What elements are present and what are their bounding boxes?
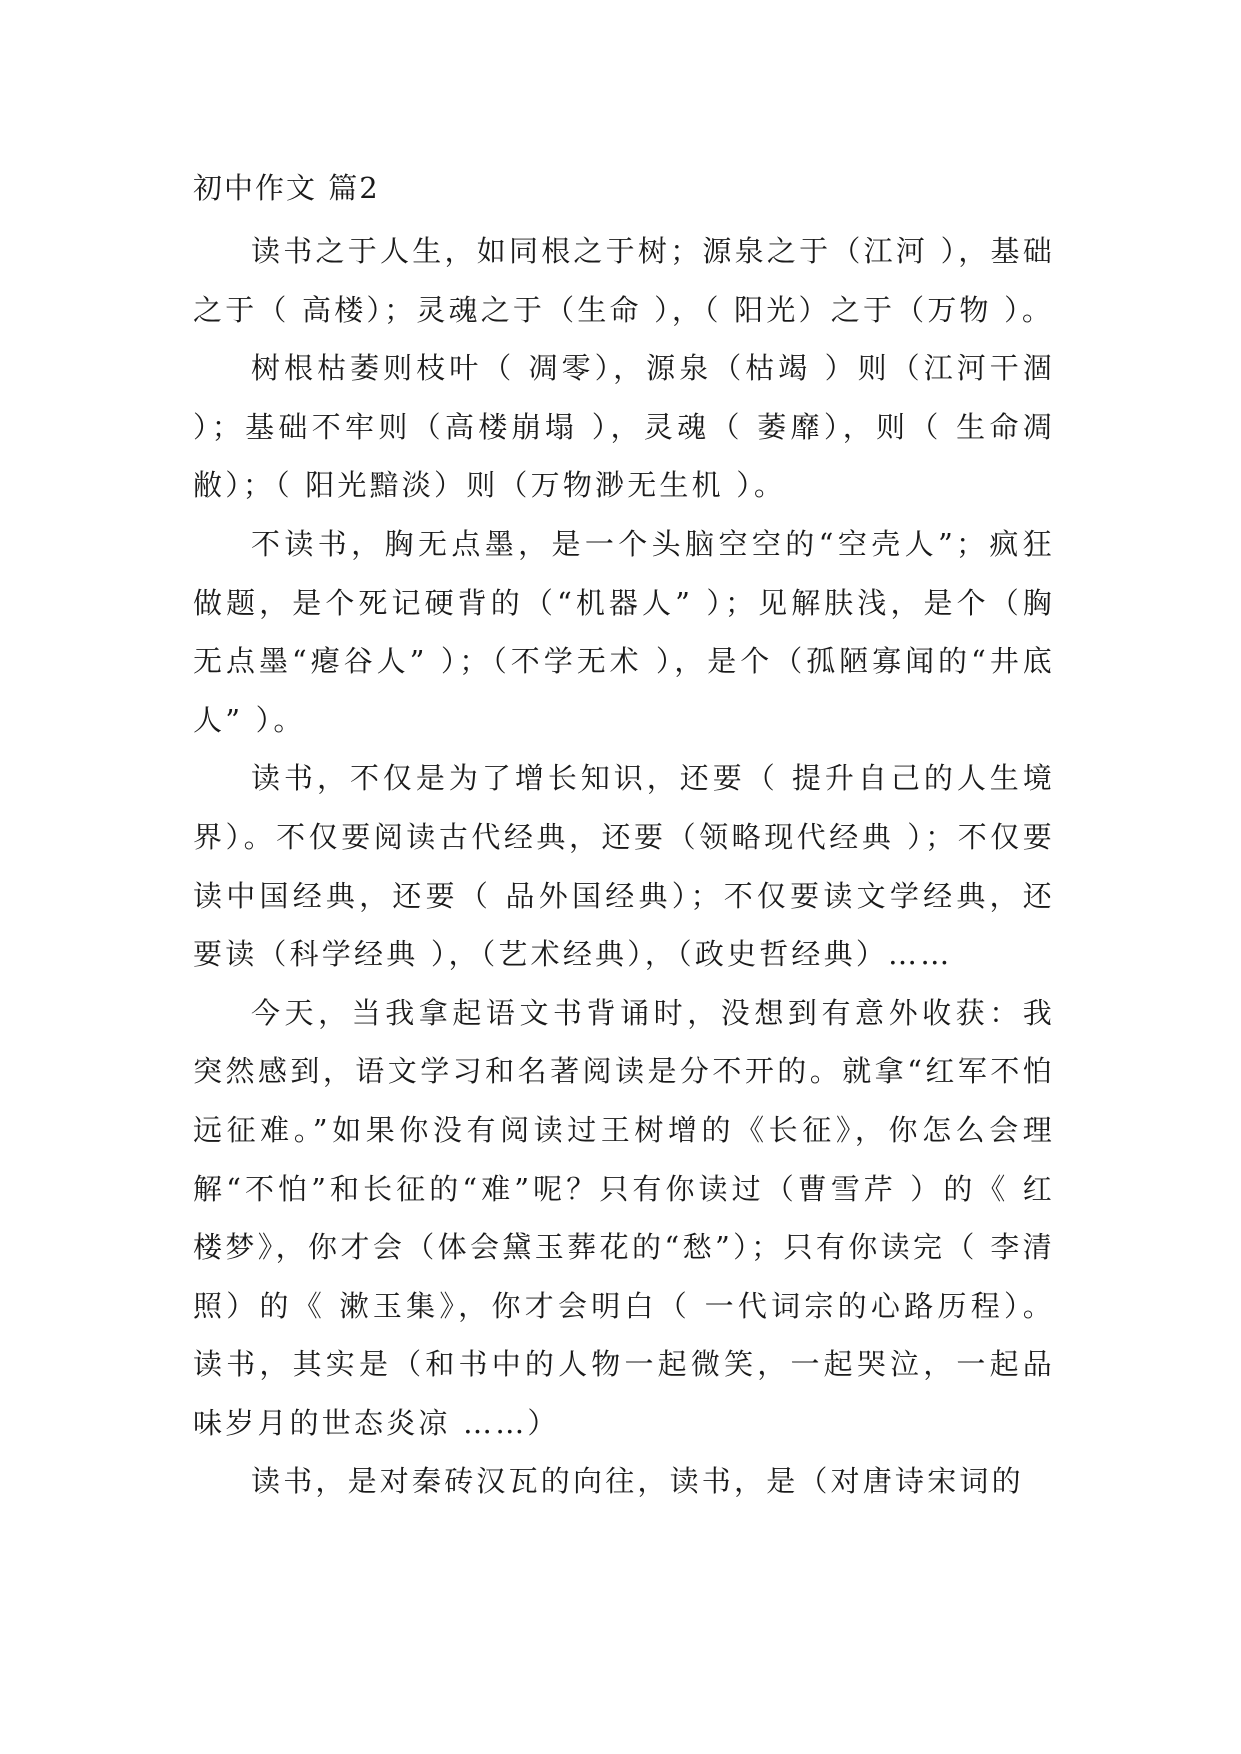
paragraph-1: 读书之于人生，如同根之于树；源泉之于（江河 ），基础之于（ 高楼）；灵魂之于（生命 ），（ 阳光）之于（万物 ）。 xyxy=(193,234,1055,327)
paragraph-4: 读书，不仅是为了增长知识，还要（ 提升自己的人生境界）。不仅要阅读古代经典，还要（领略现代经典 ）；不仅要读中国经典，还要（ 品外国经典）；不仅要读文学经典，还要读（科学经典 ），（艺术经典），（政史哲经典）…… xyxy=(193,761,1055,972)
paragraph-6: 读书，是对秦砖汉瓦的向往，读书，是（对唐诗宋词的 xyxy=(251,1464,1024,1499)
paragraph-2: 树根枯萎则枝叶（ 凋零），源泉（枯竭 ）则（江河干涸 ）；基础不牢则（高楼崩塌 ），灵魂（ 萎靡），则（ 生命凋敝）；（ 阳光黯淡）则（万物渺无生机 ）。 xyxy=(193,351,1068,503)
document-body xyxy=(193,160,1068,1511)
essay-heading: 初中作文 篇2 xyxy=(193,171,380,205)
paragraph-5: 今天，当我拿起语文书背诵时，没想到有意外收获：我突然感到，语文学习和名著阅读是分不开的。就拿“红军不怕远征难。”如果你没有阅读过王树增的《长征》，你怎么会理解“不怕”和长征的“难”呢？只有你读过（曹雪芹 ）的《 红楼梦》，你才会（体会黛玉葬花的“愁”）；只有你读完（ 李清照）的《 漱玉集》，你才会明白（ 一代词宗的心路历程）。读书，其实是（和书中的人物一起微笑，一起哭泣，一起品味岁月的世态炎凉 ……） xyxy=(193,995,1055,1440)
paragraph-3: 不读书，胸无点墨，是一个头脑空空的“空壳人”；疯狂做题，是个死记硬背的（“机器人” ）；见解肤浅，是个（胸无点墨“瘪谷人” ）；（不学无术 ），是个（孤陋寡闻的“井底人” ）。 xyxy=(193,526,1055,737)
